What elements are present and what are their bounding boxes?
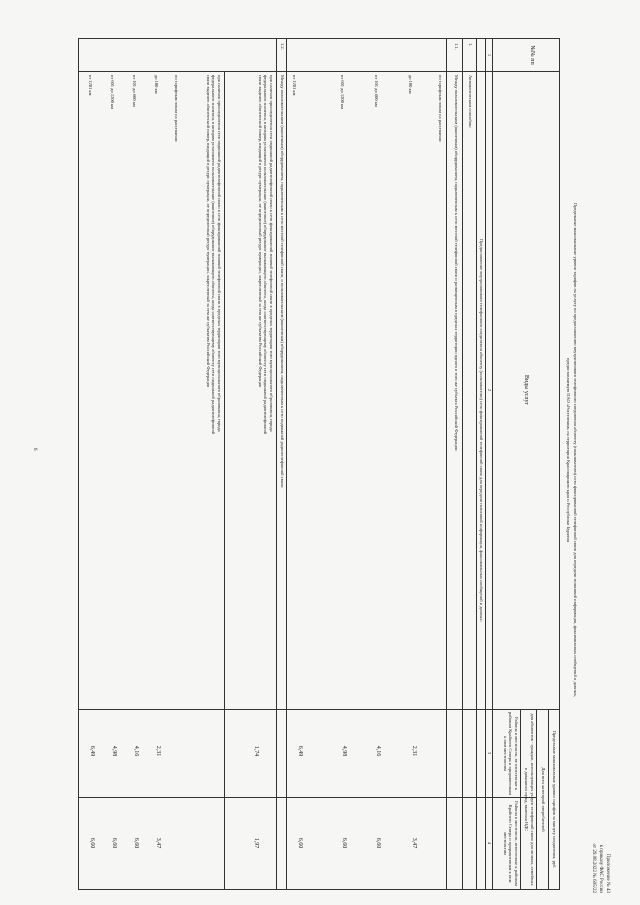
appendix-line-2: к приказу ФАС России: [598, 844, 603, 893]
row-1-number: 1.: [468, 43, 473, 47]
row-1-text: Автоматическим способом:: [468, 75, 473, 128]
column-number-2: 2: [487, 388, 492, 392]
column-number-4: 4: [487, 841, 492, 845]
zone-3: от 601 до 1200 км: [340, 75, 345, 109]
appendix-line-1: Приложение № 43: [605, 853, 610, 893]
value-1-2-a-col3: 1,74: [253, 745, 259, 757]
value-1-1-col3-zone4: 6,49: [297, 745, 303, 757]
tariff-table: [78, 38, 560, 890]
header-citizens: для абонентов - граждан, использующих услуги телефонной связи для личных, семейных и домашних нужд, включая НДС: [524, 713, 535, 886]
document-title-line-1: Предельные максимальные уровни тарифов на услугу по предоставлению внутризонового телефонного соединения абоненту (пользователю) сети фиксированной телефонной связи для передачи голосовой информации, факсимильных сообщений и данных,: [573, 202, 578, 698]
header-tariff-levels: Предельные максимальные уровни тарифов за минуту соединения, руб.: [552, 730, 557, 869]
zone-3-b: от 601 до 1200 км: [110, 75, 115, 109]
value-1-1-col4-zone2: 6,60: [375, 837, 381, 849]
zones-label: по тарифным зонам на расстоянии:: [438, 75, 443, 143]
column-number-1: 1: [487, 53, 492, 57]
value-1-2-b-col3-zone1: 2,31: [155, 745, 161, 757]
appendix-line-3: от 29.08.2022 № 605/22: [591, 843, 596, 893]
value-1-1-col3-zone2: 4,16: [375, 745, 381, 757]
header-services: Виды услуг: [523, 375, 529, 405]
zone-1: до 100 км: [408, 75, 413, 94]
row-1-1-number: 1.1.: [454, 43, 459, 50]
value-1-1-col4-zone4: 6,60: [297, 837, 303, 849]
value-1-2-a-col4: 1,97: [253, 837, 259, 849]
zone-2-b: от 101 до 600 км: [132, 75, 137, 107]
column-number-3: 3: [487, 751, 492, 755]
header-non-north: Районы и местности, не отнесенные к районам Крайнего Севера и приравненным к ним местностям: [503, 711, 519, 796]
row-1-2-a-text: при наличии присоединения сети подвижной радиотелефонной связи к сети фиксированной зоновой телефонной связи в пределах территории того муниципального образования, города федерального значения, в котором установлено пользовательское (оконечное) оборудование вызывающего абонента, когда соответствующему абоненту сети подвижной радиотелефонной связи выделен абонентский номер, входящий в ресурс нумерации, не определенный ресурс нумерации, закрепленный за тем же субъектом Российской Федерации: [258, 75, 274, 435]
value-1-1-col3-zone3: 4,98: [341, 745, 347, 757]
value-1-2-b-col3-zone4: 6,49: [89, 745, 95, 757]
header-north: Районы и местности, отнесенные к районам Крайнего Севера и приравненным к ним местностям: [503, 801, 519, 886]
value-1-2-b-col3-zone2: 4,16: [133, 745, 139, 757]
header-all-categories: Для всех категорий потребителей: [541, 767, 546, 832]
zone-4-b: от 1201 км: [88, 75, 93, 96]
page-number: 6: [32, 448, 37, 451]
row-1-1-text: Между пользовательским (оконечным) оборудованием, подключенным к сети местной телефонной связи и размещенным в пределах территории одного и того же субъекта Российской Федерации:: [454, 75, 459, 452]
section-title: Предоставление внутризонового телефонного соединения абоненту (пользователю) сети фиксированной телефонной связи для передачи голосовой информации, факсимильных сообщений и данных:: [479, 239, 484, 622]
row-1-2-number: 1.2.: [280, 43, 285, 50]
value-1-1-col4-zone3: 6,60: [341, 837, 347, 849]
zones-label-2: по тарифным зонам на расстоянии:: [174, 75, 179, 143]
zone-4: от 1201 км: [292, 75, 297, 96]
value-1-1-col4-zone1: 3,47: [411, 837, 417, 849]
value-1-2-b-col3-zone3: 4,98: [111, 745, 117, 757]
row-1-2-b-text: при наличии присоединения сети подвижной радиотелефонной связи к сети фиксированной зоновой телефонной связи в пределах территории того муниципального образования, города федерального значения, в котором установлено пользовательское (оконечное) оборудование вызывающего абонента, когда соответствующему абоненту сети подвижной радиотелефонной связи выделен абонентский номер, входящий в ресурс нумерации, не определенный ресурс нумерации, закрепленный за тем же субъектом Российской Федерации: [206, 75, 222, 435]
value-1-2-b-col4-zone4: 6,60: [89, 837, 95, 849]
zone-1-b: до 100 км: [154, 75, 159, 94]
header-number: №№ пп: [529, 45, 535, 65]
value-1-2-b-col4-zone1: 3,47: [155, 837, 161, 849]
zone-2: от 101 до 600 км: [374, 75, 379, 107]
value-1-1-col3-zone1: 2,31: [411, 745, 417, 757]
value-1-2-b-col4-zone2: 6,60: [133, 837, 139, 849]
document-title-line-2: предоставляемую ПАО «Ростелеком» на территории Красноярского края и Республики Бурятия: [566, 358, 571, 542]
value-1-2-b-col4-zone3: 6,60: [111, 837, 117, 849]
row-1-2-text: Между пользовательским (оконечным) оборудованием, подключенным к сети местной телефонной связи, и пользовательским (оконечным) оборудованием, подключенным к сети подвижной радиотелефонной связи:: [280, 75, 285, 489]
